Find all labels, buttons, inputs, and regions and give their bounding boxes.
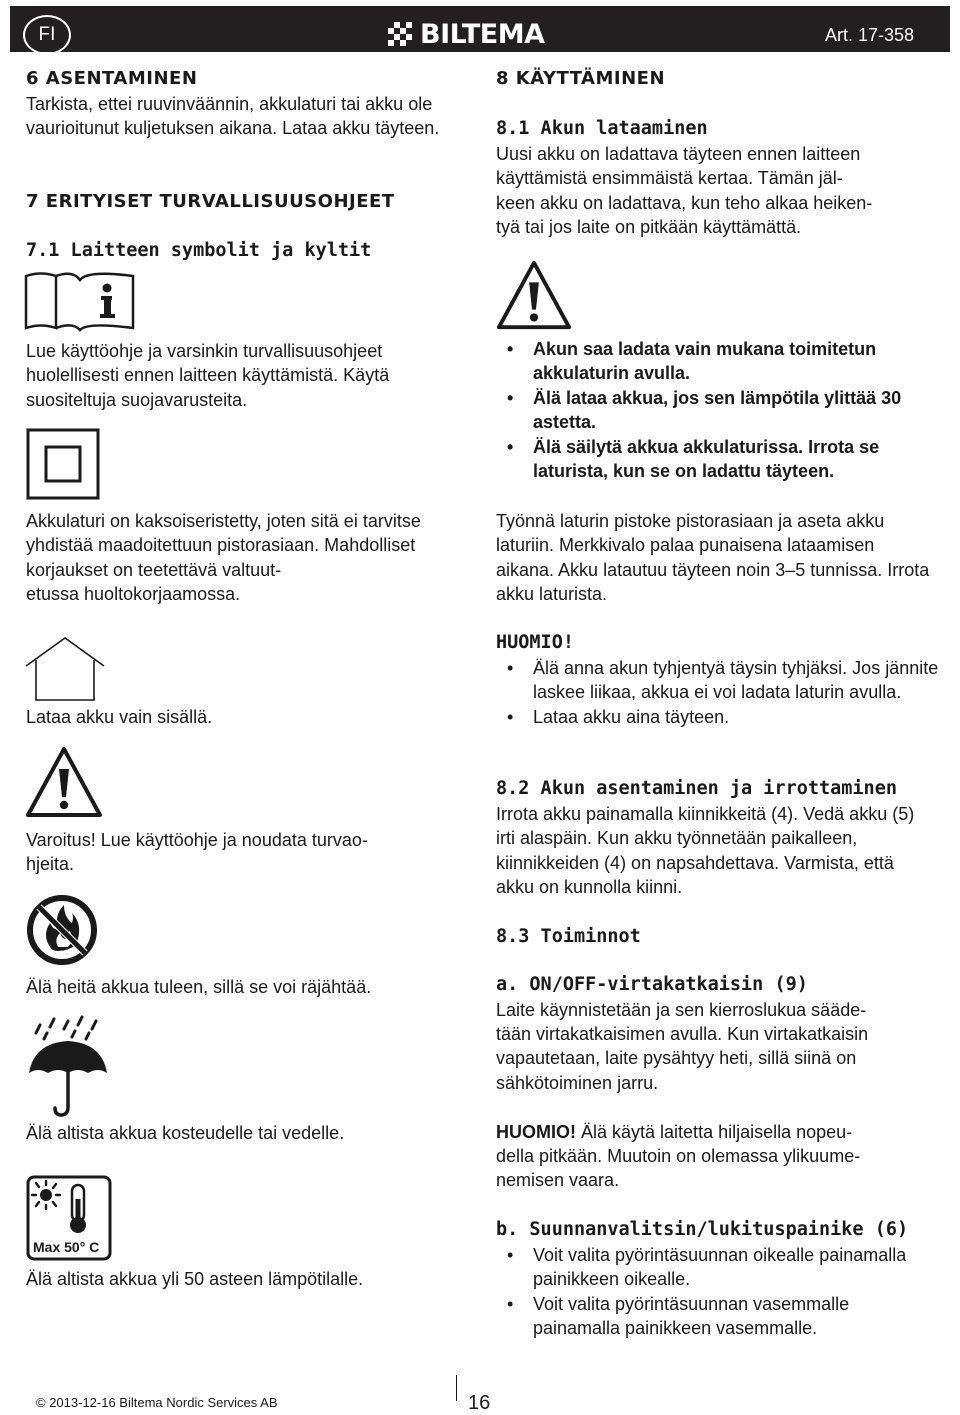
no-fire-icon — [24, 893, 100, 967]
list-item: • Voit valita pyörintäsuunnan vasemmalle painamalla painikkeen vasemmalle. — [496, 1292, 916, 1341]
speed-note-end: nemisen vaara. — [496, 1170, 620, 1190]
section-8-3-title: 8.3 Toiminnot — [496, 926, 641, 947]
charging-warning-icon — [495, 258, 573, 332]
speed-note-label: HUOMIO! — [496, 1122, 576, 1142]
section-8-1-text: Uusi akku on ladattava täyteen ennen laitteen käyttämistä ensimmäistä kertaa. Tämän jäl- — [496, 144, 861, 189]
biltema-logo — [388, 20, 545, 48]
note-list — [496, 656, 941, 729]
footer-divider — [456, 1375, 457, 1401]
max-temperature-icon — [26, 1175, 112, 1261]
double-insulated-text: Akkulaturi on kaksoiseristetty, joten sitä ei tarvitse yhdistää maadoitettuun pistorasiaan. Mahdolliset korjaukset on teetettävä valtuut- — [26, 511, 421, 580]
warning-text: Varoitus! Lue käyttöohje ja noudata turvao- — [26, 830, 368, 850]
speed-note-text: Älä käytä laitetta hiljaisella nopeu- — [576, 1122, 853, 1142]
list-item: • Akun saa ladata vain mukana toimitetun akkulaturin avulla. — [496, 337, 941, 386]
section-6-title: 6 ASENTAMINEN — [26, 68, 198, 89]
charging-text: Työnnä laturin pistoke pistorasiaan ja aseta akku laturiin. Merkkivalo palaa punaisena lataamisen aikana. Akku latautuu täyteen noin 3–5 tunnissa. Irrota akku laturista. — [496, 511, 930, 605]
indoor-text: Lataa akku vain sisällä. — [26, 707, 213, 727]
copyright: © 2013-12-16 Biltema Nordic Services AB — [36, 1395, 278, 1410]
header-bar — [10, 6, 950, 52]
moisture-text: Älä altista akkua kosteudelle tai vedelle. — [26, 1123, 345, 1143]
fire-text: Älä heitä akkua tuleen, sillä se voi räjähtää. — [26, 977, 372, 997]
section-6-text: Tarkista, ettei ruuvinväännin, akkulaturi tai akku ole vaurioitunut kuljetuksen aikana. Lataa akku täyteen. — [26, 94, 440, 139]
manual-text: Lue käyttöohje ja varsinkin turvallisuusohjeet huolellisesti ennen laitteen käyttämistä. Käytä suositeltuja suojavarusteita. — [26, 341, 390, 410]
switch-text: Laite käynnistetään ja sen kierroslukua sääde- — [496, 1000, 867, 1020]
charging-warnings-list — [496, 337, 941, 483]
speed-note-cont: della pitkään. Muutoin on olemassa ylikuume- — [496, 1146, 861, 1166]
switch-subtitle: a. ON/OFF-virtakatkaisin (9) — [496, 974, 808, 995]
list-item: • Älä lataa akkua, jos sen lämpötila ylittää 30 astetta. — [496, 386, 941, 435]
section-7-1-title: 7.1 Laitteen symbolit ja kyltit — [26, 240, 372, 261]
read-manual-icon — [23, 270, 137, 332]
indoor-house-icon — [24, 636, 106, 702]
temperature-text: Älä altista akkua yli 50 asteen lämpötilalle. — [26, 1269, 364, 1289]
article-number: Art. 17-358 — [824, 25, 914, 45]
warning-text-cont: hjeita. — [26, 854, 75, 874]
double-insulation-icon — [26, 428, 100, 500]
temperature-limit-label: Max 50° C — [33, 1239, 100, 1255]
umbrella-rain-icon — [26, 1015, 110, 1117]
section-8-1-text-cont: keen akku on ladattava, kun teho alkaa heiken- — [496, 193, 873, 213]
list-item: • Älä anna akun tyhjentyä täysin tyhjäksi. Jos jännite laskee liikaa, akkua ei voi ladata laturin avulla. — [496, 656, 941, 705]
list-item: • Voit valita pyörintäsuunnan oikealle painamalla painikkeen oikealle. — [496, 1243, 916, 1292]
list-item: • Lataa akku aina täyteen. — [496, 705, 941, 729]
note-title: HUOMIO! — [496, 632, 574, 653]
list-item: • Älä säilytä akkua akkulaturissa. Irrota se laturista, kun se on ladattu täyteen. — [496, 435, 941, 484]
switch-text-cont: tään virtakatkaisimen avulla. Kun virtakatkaisin vapautetaan, laite pysähtyy heti, sillä siinä on sähkötoiminen jarru. — [496, 1024, 869, 1093]
warning-triangle-icon — [24, 745, 104, 819]
section-7-title: 7 ERITYISET TURVALLISUUSOHJEET — [26, 191, 395, 212]
language-badge: FI — [23, 15, 71, 55]
speed-note — [496, 1120, 936, 1144]
section-8-2-text: Irrota akku painamalla kiinnikkeitä (4). Vedä akku (5) irti alaspäin. Kun akku työnnetään paikalleen, kiinnikkeiden (4) on napsahdettava. Varmista, että akku on kunnolla kiinni. — [496, 804, 915, 898]
double-insulated-text-cont: etussa huoltokorjaamossa. — [26, 584, 241, 604]
direction-list — [496, 1243, 916, 1341]
page-number: 16 — [468, 1392, 491, 1414]
direction-subtitle: b. Suunnanvalitsin/lukituspainike (6) — [496, 1219, 909, 1240]
brand-name: BILTEMA — [420, 18, 545, 50]
section-8-title: 8 KÄYTTÄMINEN — [496, 68, 666, 89]
section-8-2-title: 8.2 Akun asentaminen ja irrottaminen — [496, 778, 897, 799]
section-8-1-text-end: tyä tai jos laite on pitkään käyttämättä. — [496, 217, 802, 237]
checkered-flag-icon — [388, 22, 412, 46]
section-8-1-title: 8.1 Akun lataaminen — [496, 118, 708, 139]
